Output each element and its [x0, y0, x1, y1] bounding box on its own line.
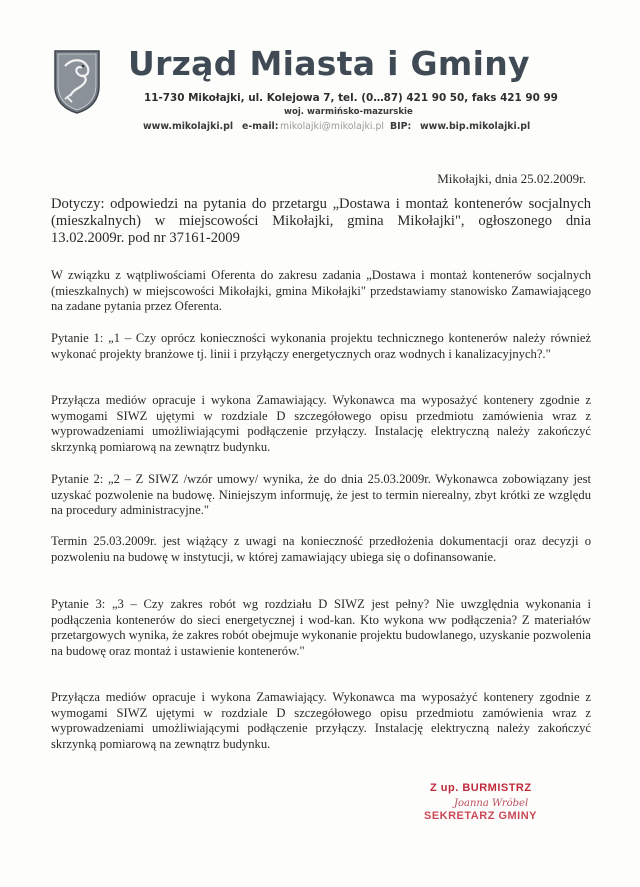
official-stamp — [420, 782, 600, 842]
fish-crest-icon — [52, 48, 102, 114]
paragraph-answer-3: Przyłącza mediów opracuje i wykona Zamawiający. Wykonawca ma wyposażyć kontenery zgodnie z wymogami SIWZ ujętymi w rozdziale D szczegółowego opisu przedmiotu zamówienia wraz z wyprowadzeniami umożliwiającymi podłączenie przyłączy. Instalację elektryczną należy zakończyć skrzynką pomiarową na zewnątrz budynku. — [51, 690, 591, 751]
subject-line: Dotyczy: odpowiedzi na pytania do przetargu „Dostawa i montaż kontenerów socjalnych (mieszkalnych) w miejscowości Mikołajki, gmina Mikołajki", ogłoszonego dnia 13.02.2009r. pod nr 37161-2009 — [51, 196, 591, 246]
org-name: Urząd Miasta i Gminy — [128, 44, 530, 83]
paragraph-question-2: Pytanie 2: „2 – Z SIWZ /wzór umowy/ wynika, że do dnia 25.03.2009r. Wykonawca zobowiązany jest uzyskać pozwolenie na budowę. Niniejszym informuję, że jest to termin nierealny, zbyt krótki ze względu na procedury administracyjne." — [51, 472, 591, 517]
email-label: e-mail: — [242, 121, 279, 132]
org-address: 11-730 Mikołajki, ul. Kolejowa 7, tel. (0…87) 421 90 50, faks 421 90 99 — [144, 92, 558, 104]
stamp-role: SEKRETARZ GMINY — [424, 810, 538, 822]
bip-label: BIP: — [390, 121, 412, 132]
paragraph-question-3: Pytanie 3: „3 – Czy zakres robót wg rozdziału D SIWZ jest pełny? Nie uwzględnia wykonania i podłączenia kontenerów do sieci energetycznej i wod-kan. Kto wykona ww podłączenia? Z materiałów przetargowych wynika, że zakres robót obejmuje wykonanie projektu budowlanego, uzyskanie pozwolenia na budowę oraz montaż i ustawienie kontenerów." — [51, 597, 591, 658]
paragraph-intro: W związku z wątpliwościami Oferenta do zakresu zadania „Dostawa i montaż kontenerów socjalnych (mieszkalnych) w miejscowości Mikołajki, gmina Mikołajki" przedstawiamy stanowisko Zamawiającego na zadane pytania przez Oferenta. — [51, 268, 591, 313]
email-text: mikolajki@mikolajki.pl — [280, 121, 385, 132]
website-text: www.mikolajki.pl — [143, 121, 234, 132]
place-date: Mikołajki, dnia 25.02.2009r. — [437, 171, 586, 186]
bip-text: www.bip.mikolajki.pl — [420, 121, 531, 132]
org-region: woj. warmińsko-mazurskie — [284, 107, 413, 117]
paragraph-answer-2: Termin 25.03.2009r. jest wiążący z uwagi na konieczność przedłożenia dokumentacji oraz decyzji o pozwoleniu na budowę w instytucji, w której zamawiający ubiega się o dofinansowanie. — [51, 534, 591, 564]
paragraph-question-1: Pytanie 1: „1 – Czy oprócz konieczności wykonania projektu technicznego kontenerów należy również wykonać projekty branżowe tj. linii i przyłączy energetycznych oraz wodnych i kanalizacyjnych?." — [51, 331, 591, 361]
stamp-title: Z up. BURMISTRZ — [430, 782, 532, 794]
letterhead — [52, 44, 592, 140]
paragraph-answer-1: Przyłącza mediów opracuje i wykona Zamawiający. Wykonawca ma wyposażyć kontenery zgodnie z wymogami SIWZ ujętymi w rozdziale D szczegółowego opisu przedmiotu zamówienia wraz z wyprowadzeniami umożliwiającymi podłączenie przyłączy. Instalację elektryczną należy zakończyć skrzynką pomiarową na zewnątrz budynku. — [51, 393, 591, 454]
handwritten-signature: Joanna Wróbel — [454, 798, 529, 809]
